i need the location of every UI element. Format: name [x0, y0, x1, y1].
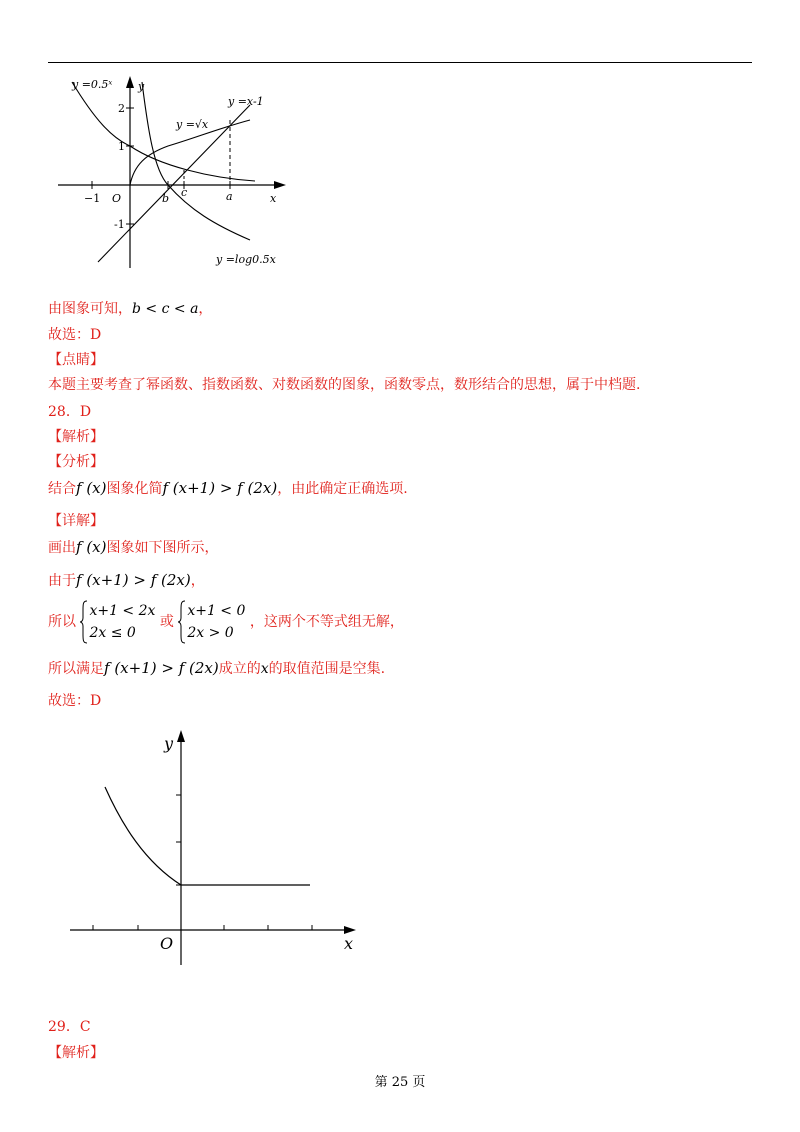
figure-function-graphs: [50, 70, 300, 270]
header-rule: [48, 62, 752, 63]
tick-label-1: 1: [118, 140, 125, 153]
system-line: [48, 600, 404, 644]
line-linear: [98, 105, 250, 262]
label-origin: O: [112, 192, 122, 205]
answer-27: 故选：D: [48, 327, 102, 343]
label-y-axis: y: [138, 80, 145, 93]
comment-text: 本题主要考查了幂函数、指数函数、对数函数的图象，函数零点，数形结合的思想，属于中档题.: [48, 377, 641, 393]
detail-heading: 【详解】: [48, 513, 104, 529]
label-y-axis-2: y: [164, 734, 174, 753]
tick-label-2: 2: [118, 102, 125, 115]
draw-prefix: 画出: [48, 540, 76, 556]
question-29-title: 29．C: [48, 1019, 91, 1035]
fenxi-prefix: 结合: [48, 481, 76, 497]
label-sqrt: y =√x: [176, 118, 209, 131]
sys1-line1: x+1 < 2x: [89, 603, 156, 619]
final-x: x: [260, 661, 269, 677]
label-c: c: [181, 186, 188, 199]
fenxi-mid: 图象化简: [106, 481, 163, 497]
draw-line: [48, 537, 218, 557]
fenxi-fx: f (x): [76, 479, 107, 497]
fenxi-line: [48, 478, 408, 498]
label-exp: y =0.5ˣ: [72, 78, 113, 91]
tick-label-x-minus1: −1: [84, 192, 101, 205]
conclusion-prefix: 由图象可知，: [48, 301, 132, 317]
conclusion-math: b < c < a: [132, 301, 199, 317]
x-axis-arrow: [274, 181, 286, 189]
since-ineq: f (x+1) > f (2x): [76, 571, 191, 589]
label-a: a: [226, 190, 233, 203]
analysis-heading-29: 【解析】: [48, 1045, 104, 1061]
since-prefix: 由于: [48, 573, 76, 589]
inequality-system-1: [80, 600, 155, 644]
so-prefix: 所以: [48, 614, 76, 630]
label-origin-2: O: [160, 934, 174, 953]
analysis-heading-28: 【解析】: [48, 429, 104, 445]
since-line: [48, 570, 205, 590]
draw-suffix: 图象如下图所示，: [106, 540, 219, 556]
label-linear: y =x-1: [228, 95, 264, 108]
final-ineq: f (x+1) > f (2x): [104, 659, 219, 677]
final-suffix: 的取值范围是空集.: [268, 661, 386, 677]
x-axis-arrow-2: [344, 926, 356, 934]
brace-1: [80, 600, 88, 644]
answer-28: 故选：D: [48, 693, 102, 709]
sys2-line2: 2x > 0: [187, 625, 234, 641]
brace-2: [178, 600, 186, 644]
inequality-system-2: [178, 600, 245, 644]
label-log: y =log0.5x: [216, 253, 276, 266]
since-suffix: ，: [190, 573, 205, 589]
conclusion-line: [48, 298, 212, 318]
y-axis-arrow: [126, 76, 134, 88]
fenxi-heading: 【分析】: [48, 454, 104, 470]
page-number: 第 25 页: [374, 1075, 426, 1090]
fenxi-suffix: ，由此确定正确选项.: [277, 481, 408, 497]
draw-fx: f (x): [76, 538, 107, 556]
fenxi-ineq: f (x+1) > f (2x): [162, 479, 278, 497]
label-x-axis: x: [270, 192, 277, 205]
label-b: b: [162, 192, 170, 205]
curve-left: [105, 787, 181, 885]
final-line: [48, 658, 385, 678]
figure-piecewise-graph: [60, 725, 370, 975]
sys1-line2: 2x ≤ 0: [89, 625, 136, 641]
so-suffix: ，这两个不等式组无解，: [249, 614, 404, 630]
tick-label-minus1: -1: [114, 218, 125, 231]
final-mid: 成立的: [218, 661, 261, 677]
conclusion-suffix: ，: [198, 301, 213, 317]
or-word: 或: [159, 614, 174, 630]
y-axis-arrow-2: [177, 730, 185, 742]
final-prefix: 所以满足: [48, 661, 104, 677]
label-x-axis-2: x: [344, 934, 354, 953]
comment-heading: 【点睛】: [48, 352, 104, 368]
question-28-title: 28．D: [48, 404, 92, 420]
sys2-line1: x+1 < 0: [187, 603, 246, 619]
